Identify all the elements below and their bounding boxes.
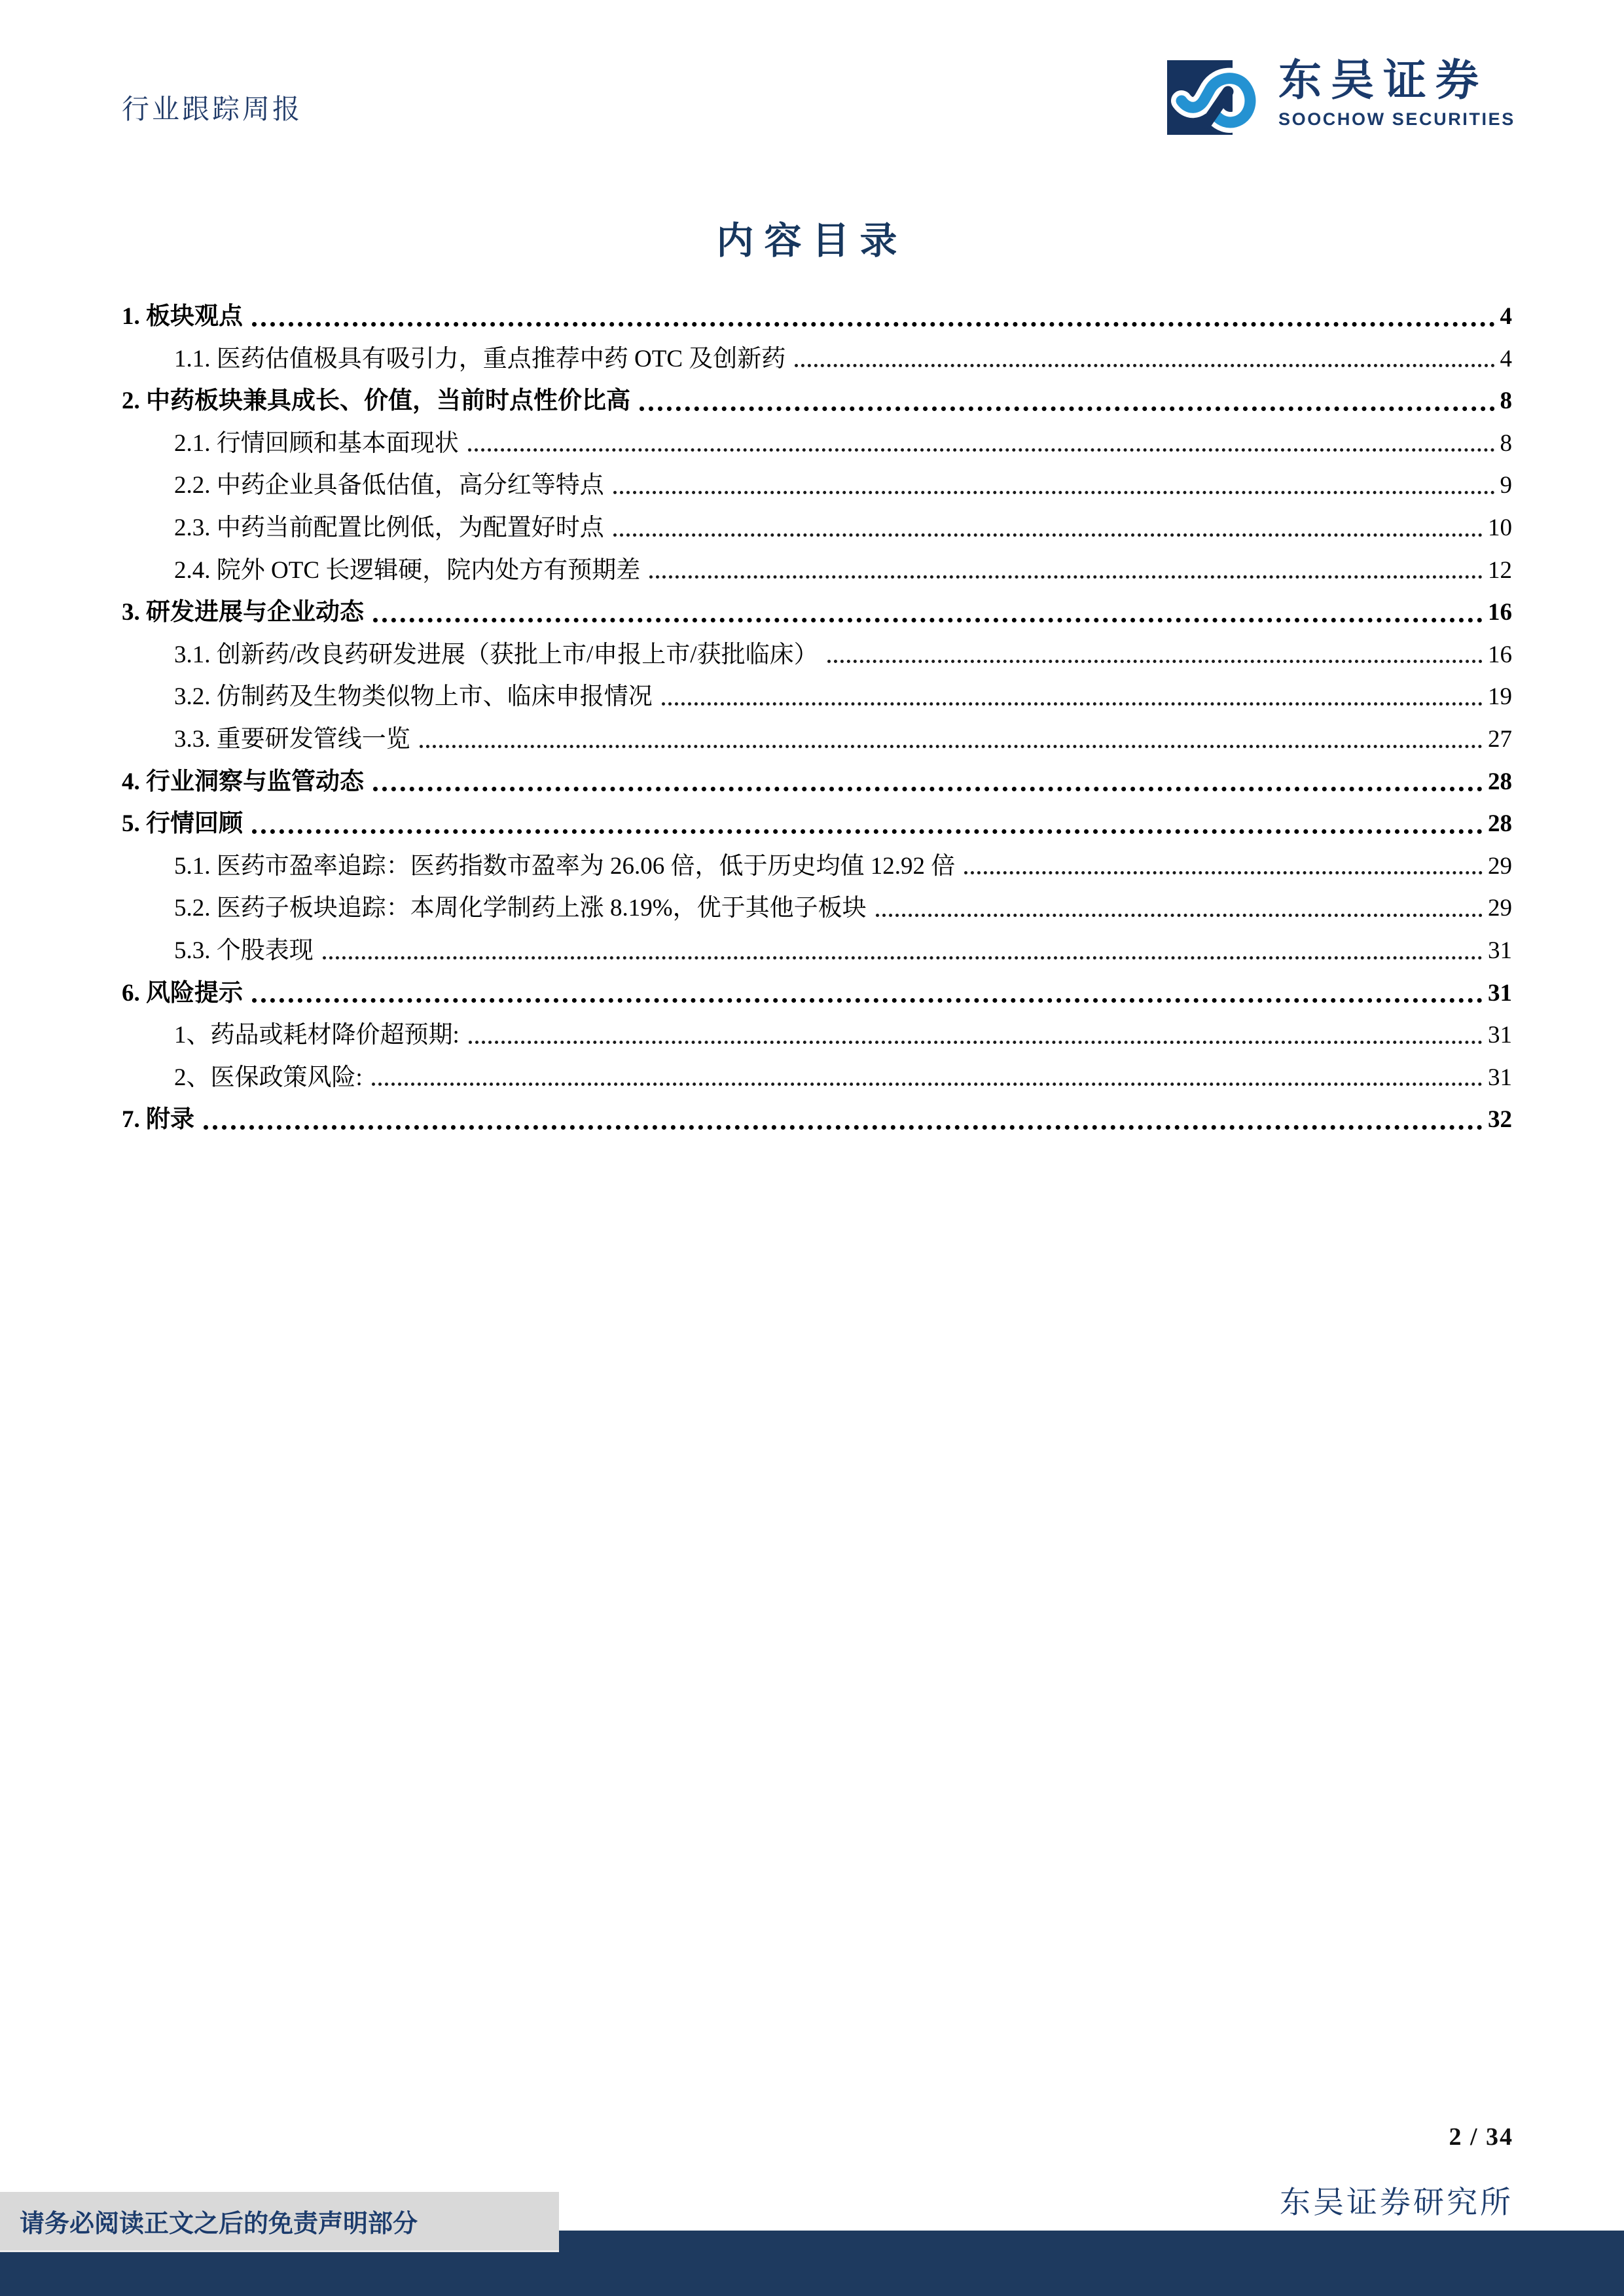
toc-leader-dots	[373, 787, 1483, 791]
toc-item-label: 3.3. 重要研发管线一览	[174, 725, 410, 753]
toc-item-page: 8	[1500, 387, 1512, 415]
toc-leader-dots	[876, 914, 1483, 917]
toc-item-page: 31	[1488, 1064, 1512, 1091]
toc-item[interactable]	[122, 289, 1512, 331]
toc-leader-dots	[827, 660, 1483, 663]
soochow-logo-icon	[1167, 58, 1265, 137]
toc-item-label: 5.1. 医药市盈率追踪：医药指数市盈率为 26.06 倍，低于历史均值 12.92 倍	[174, 852, 956, 880]
toc-item-page: 28	[1488, 810, 1512, 838]
toc-item-label: 2.2. 中药企业具备低估值，高分红等特点	[174, 472, 604, 499]
toc-item-page: 9	[1500, 472, 1512, 499]
toc-leader-dots	[420, 745, 1483, 748]
toc-item-label: 3. 研发进展与企业动态	[122, 599, 364, 626]
toc-leader-dots	[649, 575, 1483, 579]
toc-leader-dots	[373, 618, 1483, 622]
brand-logo	[1167, 58, 1515, 137]
toc-item[interactable]	[122, 627, 1512, 670]
toc-item-page: 31	[1488, 1022, 1512, 1049]
toc-item-label: 1.1. 医药估值极具有吸引力，重点推荐中药 OTC 及创新药	[174, 345, 786, 372]
toc-item-page: 31	[1488, 937, 1512, 964]
toc-leader-dots	[613, 533, 1483, 537]
toc-item-label: 5. 行情回顾	[122, 810, 243, 838]
toc-leader-dots	[795, 364, 1494, 367]
brand-name	[1278, 58, 1515, 130]
toc-item-label: 1. 板块观点	[122, 303, 243, 331]
toc-item-label: 2.1. 行情回顾和基本面现状	[174, 429, 459, 457]
toc-leader-dots	[469, 1041, 1483, 1044]
report-type-label: 行业跟踪周报	[122, 95, 303, 125]
toc-item-label: 3.2. 仿制药及生物类似物上市、临床申报情况	[174, 683, 653, 711]
toc-leader-dots	[613, 491, 1495, 494]
toc-leader-dots	[640, 406, 1495, 411]
toc-item-label: 2、医保政策风险:	[174, 1064, 363, 1091]
toc-item-label: 5.2. 医药子板块追踪：本周化学制药上涨 8.19%，优于其他子板块	[174, 895, 867, 922]
toc-item-label: 1、药品或耗材降价超预期:	[174, 1022, 460, 1049]
toc-item[interactable]	[122, 1007, 1512, 1050]
toc-item-label: 2.4. 院外 OTC 长逻辑硬，院内处方有预期差	[174, 556, 641, 584]
toc-item-page: 28	[1488, 768, 1512, 795]
toc-leader-dots	[252, 998, 1483, 1003]
toc-item[interactable]	[122, 416, 1512, 458]
toc-leader-dots	[252, 829, 1483, 834]
toc-item-label: 6. 风险提示	[122, 979, 243, 1007]
toc-item[interactable]	[122, 965, 1512, 1008]
toc-item[interactable]	[122, 711, 1512, 754]
toc-item[interactable]	[122, 1050, 1512, 1092]
toc-item-page: 29	[1488, 895, 1512, 922]
page-number: 2 / 34	[1449, 2123, 1513, 2151]
toc-item-page: 16	[1488, 641, 1512, 668]
toc-item-page: 8	[1500, 429, 1512, 457]
toc-item[interactable]	[122, 754, 1512, 797]
toc-item-page: 12	[1488, 556, 1512, 584]
toc-item-page: 4	[1500, 345, 1512, 372]
toc-item-label: 3.1. 创新药/改良药研发进展（获批上市/申报上市/获批临床）	[174, 641, 818, 668]
toc-leader-dots	[372, 1083, 1483, 1086]
disclaimer-note: 请务必阅读正文之后的免责声明部分	[0, 2192, 559, 2252]
toc-item[interactable]	[122, 457, 1512, 500]
toc-item-page: 4	[1500, 303, 1512, 331]
page-title: 内容目录	[716, 221, 908, 262]
toc-item[interactable]	[122, 500, 1512, 543]
toc-item[interactable]	[122, 584, 1512, 627]
toc-item[interactable]	[122, 923, 1512, 965]
toc-item[interactable]	[122, 1092, 1512, 1134]
toc-item-page: 32	[1488, 1106, 1512, 1134]
brand-name-en: SOOCHOW SECURITIES	[1278, 109, 1515, 129]
toc-leader-dots	[204, 1125, 1483, 1130]
toc-item-page: 16	[1488, 599, 1512, 626]
institute-name: 东吴证券研究所	[1280, 2186, 1513, 2220]
toc-item-label: 4. 行业洞察与监管动态	[122, 768, 364, 795]
toc-item[interactable]	[122, 331, 1512, 374]
toc-item[interactable]	[122, 838, 1512, 881]
toc-item-label: 2. 中药板块兼具成长、价值，当前时点性价比高	[122, 387, 630, 415]
toc-list	[122, 289, 1512, 1134]
toc-item-page: 29	[1488, 852, 1512, 880]
toc-leader-dots	[323, 956, 1483, 960]
toc-leader-dots	[468, 448, 1495, 452]
toc-item[interactable]	[122, 373, 1512, 416]
toc-item-page: 31	[1488, 979, 1512, 1007]
toc-leader-dots	[252, 322, 1495, 327]
toc-leader-dots	[662, 702, 1483, 706]
toc-item-label: 7. 附录	[122, 1106, 194, 1134]
toc-item-label: 5.3. 个股表现	[174, 937, 314, 964]
toc-item-page: 27	[1488, 725, 1512, 753]
toc-item[interactable]	[122, 543, 1512, 585]
brand-name-cn: 东吴证券	[1278, 57, 1488, 105]
toc-leader-dots	[964, 871, 1483, 874]
toc-item-page: 19	[1488, 683, 1512, 711]
toc-item[interactable]	[122, 880, 1512, 923]
toc-item[interactable]	[122, 669, 1512, 711]
toc-item[interactable]	[122, 796, 1512, 838]
toc-item-label: 2.3. 中药当前配置比例低，为配置好时点	[174, 514, 604, 542]
toc-item-page: 10	[1488, 514, 1512, 542]
